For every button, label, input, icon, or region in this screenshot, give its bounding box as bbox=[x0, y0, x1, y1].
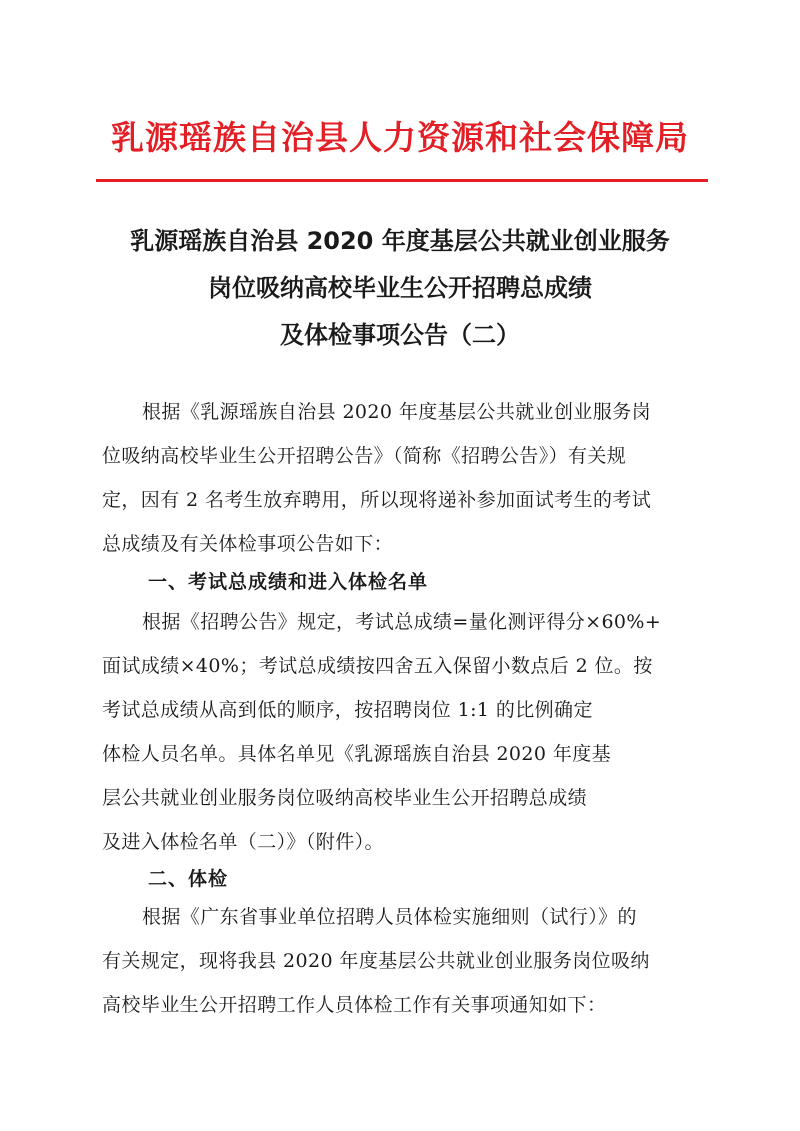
section-2-line-2: 有关规定，现将我县 2020 年度基层公共就业创业服务岗位吸纳 bbox=[102, 950, 650, 972]
header-red-rule bbox=[96, 179, 708, 182]
section-1-paragraph bbox=[102, 600, 702, 864]
section-1-line-6: 及进入体检名单（二）》（附件）。 bbox=[102, 831, 384, 853]
intro-line-2: 位吸纳高校毕业生公开招聘公告》（简称《招聘公告》）有关规 bbox=[102, 445, 627, 467]
section-2-heading: 二、体检 bbox=[148, 868, 229, 890]
section-1-line-5: 层公共就业创业服务岗位吸纳高校毕业生公开招聘总成绩 bbox=[102, 787, 588, 809]
title-line-3: 及体检事项公告（二） bbox=[280, 321, 520, 349]
issuer-header: 乳源瑶族自治县人力资源和社会保障局 bbox=[111, 118, 689, 157]
intro-line-4: 总成绩及有关体检事项公告如下： bbox=[102, 533, 394, 555]
section-1-line-3: 考试总成绩从高到低的顺序，按招聘岗位 1:1 的比例确定 bbox=[102, 699, 593, 721]
section-1-heading: 一、考试总成绩和进入体检名单 bbox=[148, 571, 429, 593]
document-title bbox=[0, 218, 800, 359]
title-line-1: 乳源瑶族自治县 2020 年度基层公共就业创业服务 bbox=[130, 227, 670, 255]
section-1-line-1: 根据《招聘公告》规定，考试总成绩=量化测评得分×60%+ bbox=[142, 611, 662, 633]
section-2-line-3: 高校毕业生公开招聘工作人员体检工作有关事项通知如下： bbox=[102, 994, 607, 1016]
section-2-paragraph bbox=[102, 895, 702, 1027]
section-1-line-4: 体检人员名单。具体名单见《乳源瑶族自治县 2020 年度基 bbox=[102, 743, 612, 765]
intro-line-1: 根据《乳源瑶族自治县 2020 年度基层公共就业创业服务岗 bbox=[142, 401, 652, 423]
section-1-line-2: 面试成绩×40%；考试总成绩按四舍五入保留小数点后 2 位。按 bbox=[102, 655, 653, 677]
intro-line-3: 定，因有 2 名考生放弃聘用，所以现将递补参加面试考生的考试 bbox=[102, 489, 652, 511]
title-line-2: 岗位吸纳高校毕业生公开招聘总成绩 bbox=[208, 274, 592, 302]
section-2-line-1: 根据《广东省事业单位招聘人员体检实施细则（试行）》的 bbox=[142, 906, 637, 928]
intro-paragraph bbox=[102, 390, 702, 566]
